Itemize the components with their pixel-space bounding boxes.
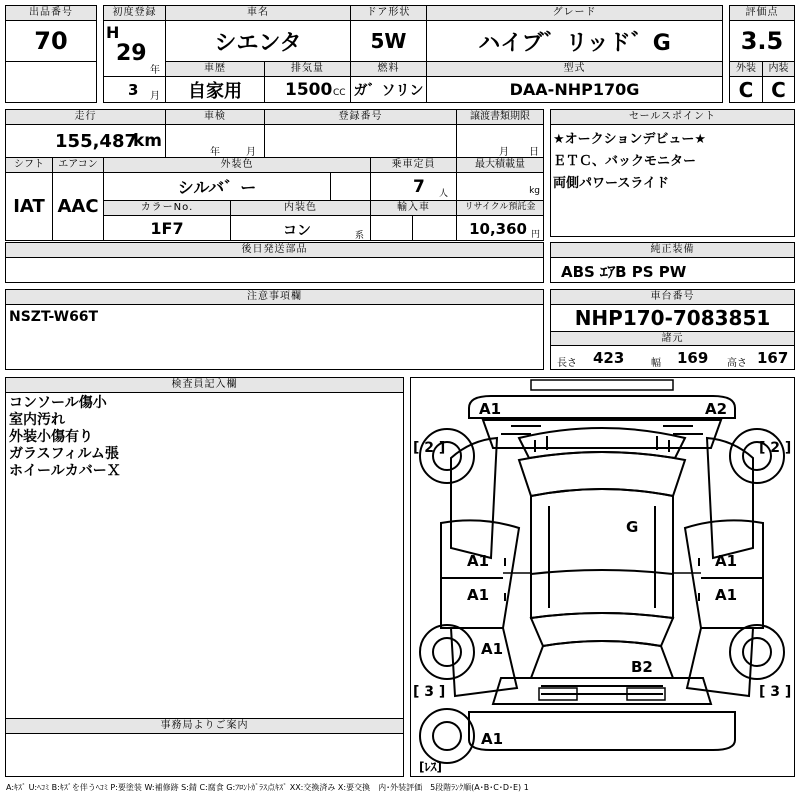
history-header: 車歴: [165, 61, 265, 77]
plate-cell: [264, 124, 457, 158]
color-no: 1F7: [103, 215, 231, 241]
registration-month-unit: 月: [150, 91, 160, 102]
later-parts: [5, 257, 544, 283]
load-unit: kg: [529, 186, 540, 196]
sales-point-line: ★オークションデビュー★: [553, 132, 707, 147]
recycle-header: リサイクル預託金: [456, 200, 544, 216]
inspection-month-unit: 月: [246, 147, 256, 158]
registration-year: 29: [116, 41, 147, 66]
capacity-cell: [370, 172, 457, 201]
car-diagram: [410, 377, 795, 777]
height-label: 高さ: [727, 358, 747, 369]
width-label: 幅: [651, 358, 661, 369]
mileage-header: 走行: [5, 109, 166, 125]
registration-month: 3: [128, 81, 139, 99]
capacity-header: 乗車定員: [370, 157, 457, 173]
color-no-header: カラーNo.: [103, 200, 231, 216]
exterior-score-header: 外装: [729, 61, 763, 77]
first-registration-year-cell: [103, 20, 166, 77]
load-header: 最大積載量: [456, 157, 544, 173]
transfer-day-unit: 日: [529, 147, 539, 158]
sales-point-line: 両側パワースライド: [553, 176, 669, 191]
grade: ハイブ゛リッド゛G: [426, 20, 723, 62]
mark-l-rear-door: A1: [467, 586, 490, 604]
capacity: 7: [413, 177, 425, 197]
mileage-unit: km: [132, 131, 162, 151]
aircon: AAC: [52, 172, 104, 241]
mark-tire-fl: [ 2 ]: [413, 440, 446, 456]
mark-rear: B2: [631, 658, 653, 676]
caution-header: 注意事項欄: [5, 289, 544, 305]
import-divider: [412, 215, 413, 241]
equipment-header: 純正装備: [550, 242, 795, 258]
ext-color: シルバ゛ー: [103, 172, 331, 201]
import-cell: [370, 215, 457, 241]
inspection-cell: [165, 124, 265, 158]
model-code: DAA-NHP170G: [426, 76, 723, 103]
displacement-header: 排気量: [264, 61, 351, 77]
length-label: 長さ: [557, 358, 577, 369]
int-color-cell: [230, 215, 371, 241]
shift: IAT: [5, 172, 53, 241]
displacement-unit: CC: [333, 88, 346, 98]
mark-front-right: A2: [705, 400, 728, 418]
interior-score-header: 内装: [762, 61, 795, 77]
door-type: 5W: [350, 20, 427, 62]
plate-header: 登録番号: [264, 109, 457, 125]
ext-color-blank: [330, 172, 371, 201]
mark-l-front-door: A1: [467, 552, 490, 570]
interior-score: C: [762, 76, 795, 103]
recycle-unit: 円: [530, 230, 540, 240]
mark-r-front-door: A1: [715, 552, 738, 570]
inspector-header: 検査員記入欄: [5, 377, 404, 393]
office-header: 事務局よりご案内: [5, 718, 404, 734]
chassis-number: NHP170-7083851: [550, 304, 795, 332]
capacity-unit: 人: [439, 189, 449, 199]
transfer-header: 譲渡書類期限: [456, 109, 544, 125]
chassis-header: 車台番号: [550, 289, 795, 305]
lot-number-blank: [5, 61, 97, 103]
inspector-note: ホイールカバーＸ: [9, 463, 121, 479]
aircon-header: エアコン: [52, 157, 104, 173]
dims-header: 諸元: [550, 331, 795, 346]
office-notes: [5, 733, 404, 777]
displacement: 1500: [285, 80, 333, 100]
int-color: コン: [283, 223, 311, 239]
transfer-month-unit: 月: [499, 147, 509, 158]
inspector-note: 室内汚れ: [9, 412, 65, 428]
int-color-unit: 系: [355, 231, 365, 241]
damage-legend: A:ｷｽﾞ U:ﾍｺﾐ B:ｷｽﾞを伴うﾍｺﾐ P:要塗装 W:補修跡 S:錆 C:腐食 G:ﾌﾛﾝﾄｶﾞﾗｽ点ｷｽﾞ XX:交換済み X:要交換 内･外装評価 5段階ﾗﾝｸ順(A･B･C･D･E) 1: [6, 783, 529, 792]
score-header: 評価点: [729, 5, 795, 21]
recycle-fee: 10,360: [469, 220, 527, 238]
lot-number-header: 出品番号: [5, 5, 97, 21]
mark-tire-rr: [ 3 ]: [759, 684, 792, 700]
caution: [5, 304, 544, 370]
ext-color-header: 外装色: [103, 157, 371, 173]
width: 169: [677, 349, 709, 367]
overall-score: 3.5: [729, 20, 795, 62]
mark-roof: G: [626, 518, 639, 536]
car-name-header: 車名: [165, 5, 351, 21]
registration-era: H: [106, 23, 120, 42]
sales-point-line: ＥＴＣ、バックモニター: [553, 154, 697, 169]
first-registration-month-cell: [103, 76, 166, 103]
height: 167: [757, 349, 789, 367]
load-cell: [456, 172, 544, 201]
sales-points-header: セールスポイント: [550, 109, 795, 125]
lot-number: 70: [5, 20, 97, 62]
fuel-header: 燃料: [350, 61, 427, 77]
inspector-notes: [5, 392, 404, 719]
exterior-score: C: [729, 76, 763, 103]
mark-l-quarter: A1: [481, 640, 504, 658]
car-name: シエンタ: [165, 20, 351, 62]
inspector-note: コンソール傷小: [9, 395, 107, 411]
door-type-header: ドア形状: [350, 5, 427, 21]
model-header: 型式: [426, 61, 723, 77]
car-outline: [411, 378, 794, 776]
fuel: ガ゛ソリン: [350, 76, 427, 103]
mark-tire-fr: [ 2 ]: [759, 440, 792, 456]
equipment-list: ABS ｴｱB PS PW: [561, 263, 687, 281]
import-header: 輸入車: [370, 200, 457, 216]
equipment: [550, 257, 795, 283]
inspector-note: 外装小傷有り: [9, 429, 93, 445]
registration-year-unit: 年: [150, 65, 160, 76]
mark-tire-rl: [ 3 ]: [413, 684, 446, 700]
transfer-cell: [456, 124, 544, 158]
mark-front-left: A1: [479, 400, 502, 418]
recycle-cell: [456, 215, 544, 241]
sales-points: [550, 124, 795, 237]
length: 423: [593, 349, 625, 367]
grade-header: グレード: [426, 5, 723, 21]
mark-spare-tire: [ﾚｽ]: [419, 760, 442, 774]
dims: [550, 345, 795, 370]
displacement-cell: [264, 76, 351, 103]
int-color-header: 内装色: [230, 200, 371, 216]
first-registration-header: 初度登録: [103, 5, 166, 21]
mark-rear-bumper: A1: [481, 730, 504, 748]
inspector-note: ガラスフィルム張: [9, 446, 119, 462]
caution-text: NSZT-W66T: [9, 309, 99, 325]
history: 自家用: [165, 76, 265, 103]
later-parts-header: 後日発送部品: [5, 242, 544, 258]
mark-r-rear-door: A1: [715, 586, 738, 604]
mileage: 155,487: [55, 131, 137, 152]
inspection-year-unit: 年: [210, 147, 220, 158]
mileage-cell: [5, 124, 166, 158]
shift-header: シフト: [5, 157, 53, 173]
inspection-header: 車検: [165, 109, 265, 125]
